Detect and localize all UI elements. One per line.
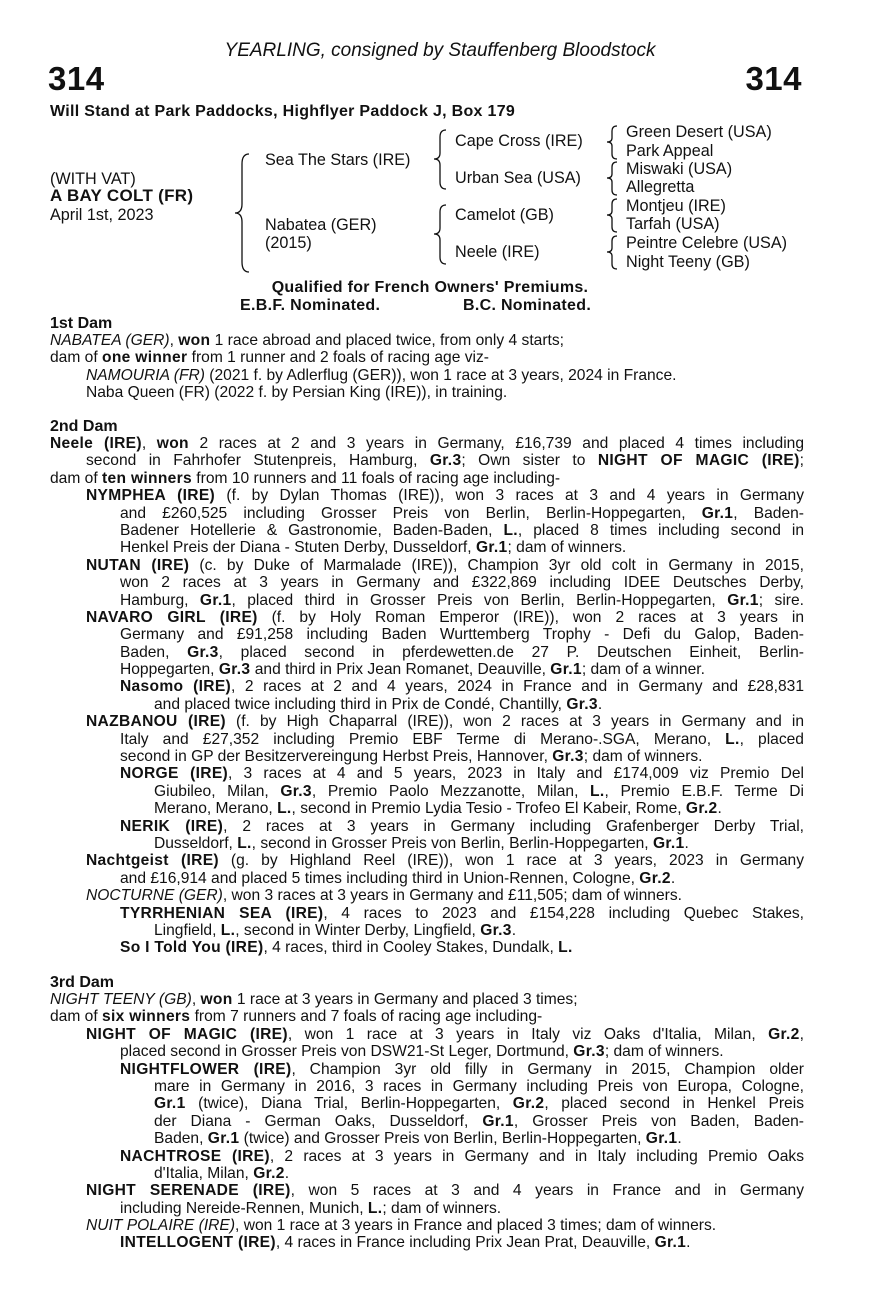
first-dam-line: dam of one winner from 1 runner and 2 foals of racing age viz- <box>50 349 489 367</box>
first-dam-line: Naba Queen (FR) (2022 f. by Persian King (IRE)), in training. <box>86 384 508 402</box>
second-dam-line: dam of ten winners from 10 runners and 11 foals of racing age including- <box>50 469 561 487</box>
pedigree-brace-g3 <box>604 197 622 234</box>
lot-number-left: 314 <box>48 60 105 97</box>
second-dam-line: Germany and £91,258 including Baden Wurttemberg Trophy - Defi du Galop, Baden- <box>120 626 804 644</box>
pedigree-brace-sire <box>432 128 450 192</box>
gen3-2: Park Appeal <box>626 142 714 160</box>
second-dam-line: second in Fahrhofer Stutenpreis, Hamburg, Gr.3; Own sister to NIGHT OF MAGIC (IRE); <box>86 452 804 470</box>
pedigree-brace-g4 <box>604 234 622 271</box>
third-dam-line: Gr.1 (twice), Diana Trial, Berlin-Hoppegarten, Gr.2, placed second in Henkel Preis <box>154 1095 804 1113</box>
third-dam-line: placed second in Grosser Preis von DSW21-St Leger, Dortmund, Gr.3; dam of winners. <box>120 1043 724 1061</box>
third-dam-text <box>0 991 880 1252</box>
second-dam-line: and placed twice including third in Prix de Condé, Chantilly, Gr.3. <box>154 695 603 713</box>
foaling-date: April 1st, 2023 <box>50 206 154 224</box>
second-dam-text <box>0 435 880 957</box>
third-dam-line: INTELLOGENT (IRE), 4 races in France including Prix Jean Prat, Deauville, Gr.1. <box>120 1234 691 1252</box>
third-dam-line: NIGHT SERENADE (IRE), won 5 races at 3 and 4 years in France and in Germany <box>86 1182 804 1200</box>
second-dam-line: Nachtgeist (IRE) (g. by Highland Reel (IRE)), won 1 race at 3 years, 2023 in Germany <box>86 852 805 870</box>
first-dam-line: NABATEA (GER), won 1 race abroad and placed twice, from only 4 starts; <box>50 332 564 349</box>
third-dam-line: Baden, Gr.1 (twice) and Grosser Preis von Berlin, Berlin-Hoppegarten, Gr.1. <box>154 1130 682 1148</box>
dam-name: Nabatea (GER) <box>265 216 377 234</box>
pedigree-brace-g2 <box>604 160 622 197</box>
second-dam-heading: 2nd Dam <box>50 418 118 435</box>
dam-sire: Camelot (GB) <box>455 206 554 224</box>
second-dam-line: NOCTURNE (GER), won 3 races at 3 years in Germany and £11,505; dam of winners. <box>86 887 682 905</box>
second-dam-line: and £16,914 and placed 5 times including third in Union-Rennen, Cologne, Gr.2. <box>120 869 676 887</box>
pedigree-brace-main <box>232 152 254 274</box>
gen3-3: Miswaki (USA) <box>626 160 733 178</box>
second-dam-line: Italy and £27,352 including Premio EBF Terme di Merano-.SGA, Merano, L., placed <box>120 730 804 748</box>
gen3-7: Peintre Celebre (USA) <box>626 234 788 252</box>
gen3-6: Tarfah (USA) <box>626 215 720 233</box>
second-dam-line: Henkel Preis der Diana - Stuten Derby, Dusseldorf, Gr.1; dam of winners. <box>120 539 627 557</box>
gen3-5: Montjeu (IRE) <box>626 197 726 215</box>
horse-name: A BAY COLT (FR) <box>50 186 194 205</box>
gen3-4: Allegretta <box>626 178 695 196</box>
third-dam-line: including Nereide-Rennen, Munich, L.; dam of winners. <box>120 1199 502 1217</box>
third-dam-line: mare in Germany in 2016, 3 races in Germany including Preis von Europa, Cologne, <box>154 1077 804 1095</box>
third-dam-line: NIGHT TEENY (GB), won 1 race at 3 years in Germany and placed 3 times; <box>50 991 578 1008</box>
bc-nominated: B.C. Nominated. <box>463 297 592 314</box>
second-dam-line: NERIK (IRE), 2 races at 3 years in Germany including Grafenberger Derby Trial, <box>120 817 804 835</box>
qualification-premiums: Qualified for French Owners' Premiums. <box>271 279 589 296</box>
second-dam-line: So I Told You (IRE), 4 races, third in Cooley Stakes, Dundalk, L. <box>120 939 573 957</box>
third-dam-line: NACHTROSE (IRE), 2 races at 3 years in Germany and in Italy including Premio Oaks <box>120 1147 805 1165</box>
second-dam-line: NAZBANOU (IRE) (f. by High Chaparral (IRE)), won 2 races at 3 years in Germany and in <box>86 713 804 731</box>
sire-sire: Cape Cross (IRE) <box>455 132 583 150</box>
gen3-1: Green Desert (USA) <box>626 123 772 141</box>
third-dam-line: d'Italia, Milan, Gr.2. <box>154 1164 290 1182</box>
second-dam-line: NAVARO GIRL (IRE) (f. by Holy Roman Emperor (IRE)), won 2 races at 3 years in <box>86 608 805 626</box>
ebf-nominated: E.B.F. Nominated. <box>240 297 381 314</box>
second-dam-line: NORGE (IRE), 3 races at 4 and 5 years, 2023 in Italy and £174,009 viz Premio Del <box>120 765 804 783</box>
dam-dam: Neele (IRE) <box>455 243 540 261</box>
stand-info: Will Stand at Park Paddocks, Highflyer Paddock J, Box 179 <box>50 103 516 120</box>
second-dam-line: Giubileo, Milan, Gr.3, Premio Paolo Mezzanotte, Milan, L., Premio E.B.F. Terme Di <box>154 782 805 800</box>
first-dam-heading: 1st Dam <box>50 315 113 332</box>
second-dam-line: Nasomo (IRE), 2 races at 2 and 4 years, 2024 in France and in Germany and £28,831 <box>120 678 805 696</box>
sire-name: Sea The Stars (IRE) <box>265 151 411 169</box>
third-dam-line: NIGHTFLOWER (IRE), Champion 3yr old filly in Germany in 2015, Champion older <box>120 1060 804 1078</box>
pedigree-brace-g1 <box>604 124 622 161</box>
second-dam-line: Merano, Merano, L., second in Premio Lydia Tesio - Trofeo El Kabeir, Rome, Gr.2. <box>154 800 722 818</box>
second-dam-line: Hoppegarten, Gr.3 and third in Prix Jean Romanet, Deauville, Gr.1; dam of a winner. <box>120 661 705 679</box>
second-dam-line: Neele (IRE), won 2 races at 2 and 3 years in Germany, £16,739 and placed 4 times including <box>50 435 805 452</box>
third-dam-line: der Diana - German Oaks, Dusseldorf, Gr.1, Grosser Preis von Baden, Baden- <box>154 1112 804 1130</box>
second-dam-line: Baden, Gr.3, placed second in pferdewetten.de 27 P. Deutschen Einheit, Berlin- <box>120 643 804 661</box>
gen3-8: Night Teeny (GB) <box>626 253 750 271</box>
second-dam-line: Hamburg, Gr.1, placed third in Grosser Preis von Berlin, Berlin-Hoppegarten, Gr.1; sire. <box>120 591 804 609</box>
lot-number-right: 314 <box>745 60 802 97</box>
first-dam-line: NAMOURIA (FR) (2021 f. by Adlerflug (GER)), won 1 race at 3 years, 2024 in France. <box>86 366 677 384</box>
second-dam-line: and £260,525 including Grosser Preis von Berlin, Berlin-Hoppegarten, Gr.1, Baden- <box>120 504 804 522</box>
third-dam-line: NUIT POLAIRE (IRE), won 1 race at 3 years in France and placed 3 times; dam of winners. <box>86 1217 717 1235</box>
second-dam-line: Lingfield, L., second in Winter Derby, Lingfield, Gr.3. <box>154 921 517 939</box>
second-dam-line: NUTAN (IRE) (c. by Duke of Marmalade (IRE)), Champion 3yr old colt in Germany in 2015, <box>86 556 804 574</box>
vat-label: (WITH VAT) <box>50 170 136 188</box>
consignment-line: YEARLING, consigned by Stauffenberg Bloodstock <box>224 40 656 61</box>
second-dam-line: Badener Hotellerie & Gastronomie, Baden-Baden, L., placed 8 times including second in <box>120 521 804 539</box>
second-dam-line: NYMPHEA (IRE) (f. by Dylan Thomas (IRE)), won 3 races at 3 and 4 years in Germany <box>86 487 804 505</box>
sire-dam: Urban Sea (USA) <box>455 169 581 187</box>
second-dam-line: TYRRHENIAN SEA (IRE), 4 races to 2023 and £154,228 including Quebec Stakes, <box>120 904 804 922</box>
first-dam-text <box>0 332 880 402</box>
dam-year: (2015) <box>265 234 312 252</box>
third-dam-line: dam of six winners from 7 runners and 7 foals of racing age including- <box>50 1008 543 1026</box>
third-dam-heading: 3rd Dam <box>50 974 115 991</box>
pedigree-brace-dam <box>432 203 450 267</box>
second-dam-line: Dusseldorf, L., second in Grosser Preis von Berlin, Berlin-Hoppegarten, Gr.1. <box>154 834 689 852</box>
second-dam-line: second in GP der Besitzervereingung Herbst Preis, Hannover, Gr.3; dam of winners. <box>120 748 703 766</box>
third-dam-line: NIGHT OF MAGIC (IRE), won 1 race at 3 years in Italy viz Oaks d'Italia, Milan, Gr.2, <box>86 1025 804 1043</box>
second-dam-line: won 2 races at 3 years in Germany and £322,869 including IDEE Deutsches Derby, <box>120 574 804 592</box>
